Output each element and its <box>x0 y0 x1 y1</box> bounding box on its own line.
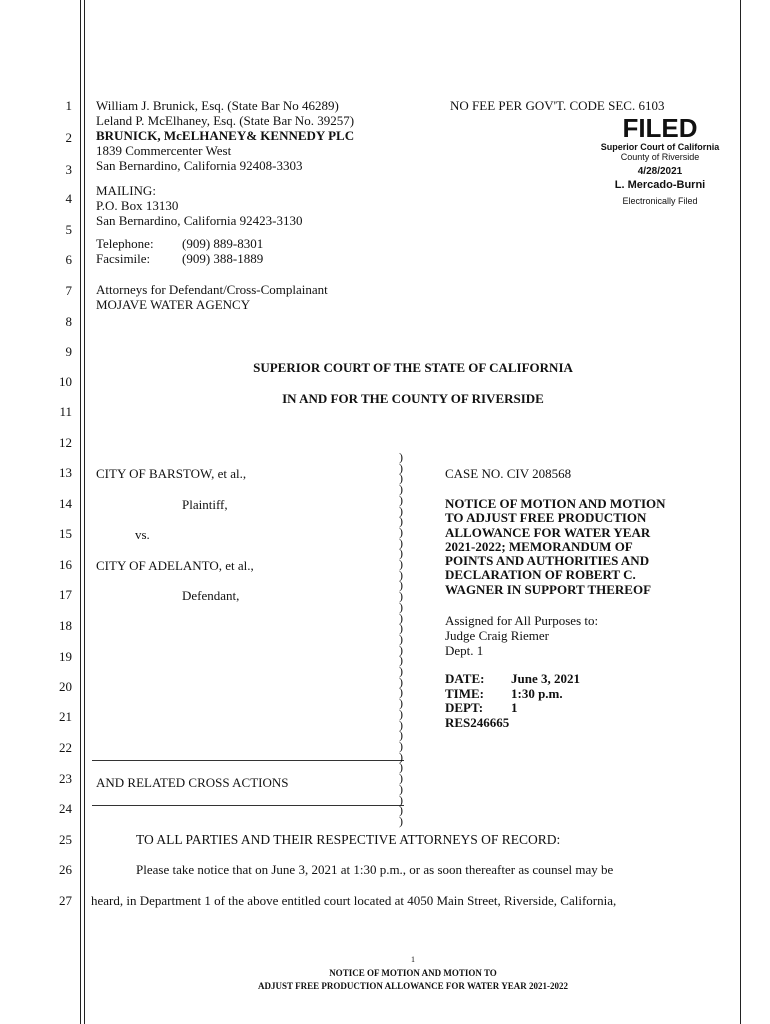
pleading-margin-rule-right <box>740 0 741 1024</box>
attorney-block <box>96 98 354 312</box>
line-number: 10 <box>59 374 72 389</box>
footer-line-2: ADJUST FREE PRODUCTION ALLOWANCE FOR WATER YEAR 2021-2022 <box>258 981 568 991</box>
pleading-margin-rule-left-inner <box>84 0 85 1024</box>
line-number: 23 <box>59 771 72 786</box>
line-number: 5 <box>65 222 72 237</box>
page-number: 1 <box>411 955 415 964</box>
caption-divider <box>92 805 404 806</box>
telephone-number: (909) 889-8301 <box>182 236 264 251</box>
line-number: 8 <box>65 314 72 329</box>
time-label: TIME: <box>445 685 484 701</box>
dept-line: Dept. 1 <box>445 643 484 659</box>
court-title: SUPERIOR COURT OF THE STATE OF CALIFORNIA <box>253 360 573 375</box>
attorney-line-1: William J. Brunick, Esq. (State Bar No 46289) <box>96 98 339 113</box>
case-title-line: POINTS AND AUTHORITIES AND <box>445 553 650 569</box>
line-number: 24 <box>59 801 72 816</box>
line-number: 13 <box>59 465 72 480</box>
reservation-number: RES246665 <box>445 714 510 730</box>
plaintiff-label: Plaintiff, <box>182 497 228 512</box>
client-name: MOJAVE WATER AGENCY <box>96 297 251 312</box>
line-number: 20 <box>59 679 72 694</box>
line-number: 17 <box>59 587 72 602</box>
filed-stamp <box>580 114 740 208</box>
case-title-line: DECLARATION OF ROBERT C. <box>445 567 636 583</box>
related-actions: AND RELATED CROSS ACTIONS <box>96 775 289 790</box>
plaintiff-name: CITY OF BARSTOW, et al., <box>96 466 247 481</box>
line-number: 2 <box>65 130 72 145</box>
case-title-line: NOTICE OF MOTION AND MOTION <box>445 496 666 511</box>
caption-divider <box>92 760 404 761</box>
judge-name: Judge Craig Riemer <box>445 628 549 644</box>
law-firm-name: BRUNICK, McELHANEY& KENNEDY PLC <box>96 128 355 143</box>
firm-city: San Bernardino, California 92408-3303 <box>96 158 303 173</box>
dept-label: DEPT: <box>445 700 484 716</box>
case-title-line: 2021-2022; MEMORANDUM OF <box>445 538 633 554</box>
po-box: P.O. Box 13130 <box>96 198 179 213</box>
body-line-2: heard, in Department 1 of the above entitled court located at 4050 Main Street, Riverside, California, <box>91 893 617 908</box>
line-number: 3 <box>65 162 72 177</box>
body-line-1: Please take notice that on June 3, 2021 at 1:30 p.m., or as soon thereafter as counsel may be <box>136 862 614 877</box>
mailing-label: MAILING: <box>96 183 156 198</box>
case-info <box>445 466 666 730</box>
line-number: 6 <box>65 252 72 267</box>
line-number: 26 <box>59 862 72 877</box>
case-title-line: ALLOWANCE FOR WATER YEAR <box>445 524 651 540</box>
hearing-date: June 3, 2021 <box>511 671 580 687</box>
line-number: 25 <box>59 832 72 847</box>
stamp-court: Superior Court of California <box>600 142 720 152</box>
case-title <box>445 497 666 597</box>
assigned-label: Assigned for All Purposes to: <box>445 613 599 629</box>
pleading-margin-rule-left <box>80 0 81 1024</box>
line-number: 9 <box>65 344 72 359</box>
line-number: 11 <box>59 404 72 419</box>
hearing-time: 1:30 p.m. <box>511 685 563 701</box>
fee-notice: NO FEE PER GOV'T. CODE SEC. 6103 <box>450 98 665 113</box>
line-number: 22 <box>59 740 72 755</box>
stamp-date: 4/28/2021 <box>637 166 683 177</box>
stamp-clerk: L. Mercado-Burni <box>614 179 706 191</box>
firm-street: 1839 Commercenter West <box>96 143 232 158</box>
stamp-note: Electronically Filed <box>622 196 698 206</box>
hearing-info <box>445 672 666 730</box>
filed-heading: FILED <box>622 113 698 143</box>
mailing-city: San Bernardino, California 92423-3130 <box>96 213 303 228</box>
line-number: 4 <box>65 191 72 206</box>
versus: vs. <box>135 527 150 542</box>
line-number: 12 <box>59 435 72 450</box>
case-title-line: TO ADJUST FREE PRODUCTION <box>445 510 647 526</box>
court-county: IN AND FOR THE COUNTY OF RIVERSIDE <box>282 391 544 406</box>
facsimile-label: Facsimile: <box>96 251 151 266</box>
line-number: 18 <box>59 618 72 633</box>
stamp-county: County of Riverside <box>620 152 700 162</box>
line-number: 19 <box>59 649 72 664</box>
salutation: TO ALL PARTIES AND THEIR RESPECTIVE ATTORNEYS OF RECORD: <box>136 832 561 847</box>
facsimile-number: (909) 388-1889 <box>182 251 264 266</box>
case-title-line: WAGNER IN SUPPORT THEREOF <box>445 581 652 597</box>
hearing-dept: 1 <box>511 700 518 716</box>
footer-line-1: NOTICE OF MOTION AND MOTION TO <box>329 968 497 978</box>
line-number: 27 <box>59 893 72 908</box>
defendant-name: CITY OF ADELANTO, et al., <box>96 558 254 573</box>
case-number: CASE NO. CIV 208568 <box>445 466 572 481</box>
line-number: 21 <box>59 709 72 724</box>
attorney-line-2: Leland P. McElhaney, Esq. (State Bar No. 39257) <box>96 113 355 128</box>
line-number: 16 <box>59 557 72 572</box>
date-label: DATE: <box>445 671 485 687</box>
defendant-label: Defendant, <box>182 588 240 603</box>
line-number: 7 <box>65 283 72 298</box>
line-number: 15 <box>59 526 72 541</box>
caption-parentheses: ) ) ) ) ) ) ) ) ) ) ) ) ) ) ) ) ) ) ) ) ) ) ) ) ) ) ) ) ) ) ) ) ) ) ) <box>399 450 403 828</box>
telephone-label: Telephone: <box>96 236 154 251</box>
line-number: 14 <box>59 496 72 511</box>
line-number: 1 <box>65 98 72 113</box>
attorney-role: Attorneys for Defendant/Cross-Complainant <box>96 282 328 297</box>
